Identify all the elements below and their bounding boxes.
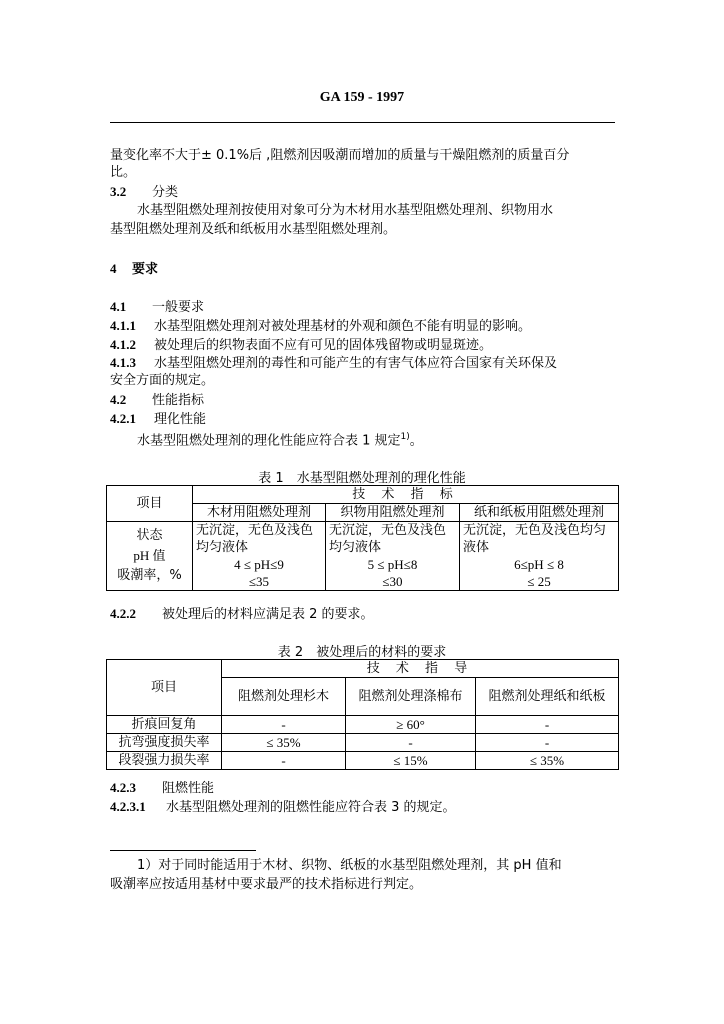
clause-text: 水基型阻燃处理剂的阻燃性能应符合表 3 的规定。 (166, 800, 456, 815)
section-number: 4.1.3 (110, 355, 136, 370)
cell-state: 无沉淀，无色及浅色均匀液体 (463, 523, 607, 555)
section-4-2-3-heading (110, 779, 214, 797)
row-label: 状态 (136, 528, 163, 543)
clause-text: 被处理后的材料应满足表 2 的要求。 (162, 607, 374, 622)
table-column-header: 阻燃剂处理杉木 (222, 678, 346, 716)
table-column-header: 织物用阻燃处理剂 (326, 504, 460, 522)
paragraph-line (137, 429, 423, 449)
section-number: 4.2.2 (110, 606, 136, 621)
section-number: 4.2 (110, 392, 127, 407)
clause-text: 水基型阻燃处理剂对被处理基材的外观和颜色不能有明显的影响。 (154, 319, 532, 334)
footnote-rule (110, 850, 256, 851)
footnote-line: 1）对于同时能适用于木材、织物、纸板的水基型阻燃处理剂，其 pH 值和 (137, 858, 562, 873)
section-title: 理化性能 (154, 412, 207, 427)
row-label: 吸潮率，% (117, 568, 182, 583)
clause-4-2-2 (110, 605, 374, 623)
table-column-header: 阻燃剂处理涤棉布 (346, 678, 476, 716)
paragraph-line: 安全方面的规定。 (110, 373, 215, 388)
table-cell: ≥ 60° (346, 716, 476, 734)
cell-moisture: ≤30 (382, 574, 403, 589)
header-rule (110, 122, 615, 123)
cell-moisture: ≤35 (248, 574, 270, 589)
table-group-header: 技 术 指 标 (193, 486, 619, 504)
section-number: 4.1 (110, 299, 127, 314)
cell-moisture: ≤ 25 (527, 574, 551, 589)
section-4-heading (110, 260, 158, 278)
table-2-caption: 表 2 被处理后的材料的要求 (277, 645, 447, 660)
table-group-header: 技 术 指 导 (222, 660, 619, 678)
section-4-2-heading (110, 391, 204, 409)
table-cell: - (346, 734, 476, 752)
clause-text: 。 (409, 433, 423, 449)
table-cell: - (222, 752, 346, 770)
table-row-labels (107, 522, 193, 591)
footnote-line: 吸潮率应按适用基材中要求最严的技术指标进行判定。 (110, 877, 423, 892)
table-2 (106, 659, 619, 770)
table-cell: ≤ 35% (476, 752, 619, 770)
table-header-item: 项目 (107, 486, 193, 522)
row-label: 段裂强力损失率 (107, 752, 222, 770)
section-number: 4.2.3 (110, 780, 136, 795)
row-label: 折痕回复角 (107, 716, 222, 734)
cell-state: 无沉淀，无色及浅色均匀液体 (196, 523, 314, 555)
cell-ph: 4 ≤ pH≤9 (234, 557, 284, 572)
table-cell (326, 522, 460, 591)
section-title: 一般要求 (152, 300, 205, 315)
section-number: 4.1.1 (110, 318, 136, 333)
table-column-header: 纸和纸板用阻燃处理剂 (460, 504, 619, 522)
table-cell (460, 522, 619, 591)
table-cell: ≤ 15% (346, 752, 476, 770)
paragraph-line: 基型阻燃处理剂及纸和纸板用水基型阻燃处理剂。 (110, 222, 397, 237)
cell-ph: 6≤pH ≤ 8 (514, 557, 564, 572)
section-title: 性能指标 (152, 393, 205, 408)
section-title: 阻燃性能 (162, 781, 215, 796)
table-cell: - (476, 734, 619, 752)
row-label: pH 值 (133, 548, 166, 563)
clause-text: 被处理后的织物表面不应有可见的固体残留物或明显斑迹。 (154, 338, 493, 353)
row-label: 抗弯强度损失率 (107, 734, 222, 752)
table-1 (106, 485, 619, 591)
section-number: 4 (110, 261, 117, 276)
table-header-item: 项目 (107, 660, 222, 716)
table-column-header: 阻燃剂处理纸和纸板 (476, 678, 619, 716)
section-number: 4.1.2 (110, 337, 136, 352)
section-title: 分类 (152, 185, 179, 200)
clause-text: 水基型阻燃处理剂的理化性能应符合表 1 规定 (137, 433, 401, 449)
section-3-2-heading (110, 183, 178, 201)
section-number: 3.2 (110, 184, 127, 199)
section-number: 4.2.3.1 (110, 799, 146, 814)
table-cell: - (476, 716, 619, 734)
paragraph-line: 水基型阻燃处理剂按使用对象可分为木材用水基型阻燃处理剂、织物用水 (137, 203, 554, 218)
paragraph-line: 比。 (110, 165, 137, 180)
clause-4-1-3 (110, 354, 557, 372)
table-1-caption: 表 1 水基型阻燃处理剂的理化性能 (258, 471, 466, 486)
section-4-2-1-heading (110, 410, 206, 428)
table-cell (193, 522, 326, 591)
cell-state: 无沉淀，无色及浅色均匀液体 (329, 523, 447, 555)
table-cell: ≤ 35% (222, 734, 346, 752)
cell-ph: 5 ≤ pH≤8 (367, 557, 418, 572)
section-4-1-heading (110, 298, 204, 316)
clause-text: 水基型阻燃处理剂的毒性和可能产生的有害气体应符合国家有关环保及 (154, 356, 558, 371)
section-title: 要求 (132, 262, 159, 277)
table-column-header: 木材用阻燃处理剂 (193, 504, 326, 522)
section-number: 4.2.1 (110, 411, 136, 426)
clause-4-1-2 (110, 336, 492, 354)
table-cell: - (222, 716, 346, 734)
clause-4-2-3-1 (110, 798, 456, 816)
document-header: GA 159 - 1997 (319, 90, 405, 105)
clause-4-1-1 (110, 317, 531, 335)
footnote-ref: 1) (400, 432, 410, 442)
paragraph-line: 量变化率不大于± 0.1%后 ,阻燃剂因吸潮而增加的质量与干燥阻燃剂的质量百分 (110, 148, 570, 163)
